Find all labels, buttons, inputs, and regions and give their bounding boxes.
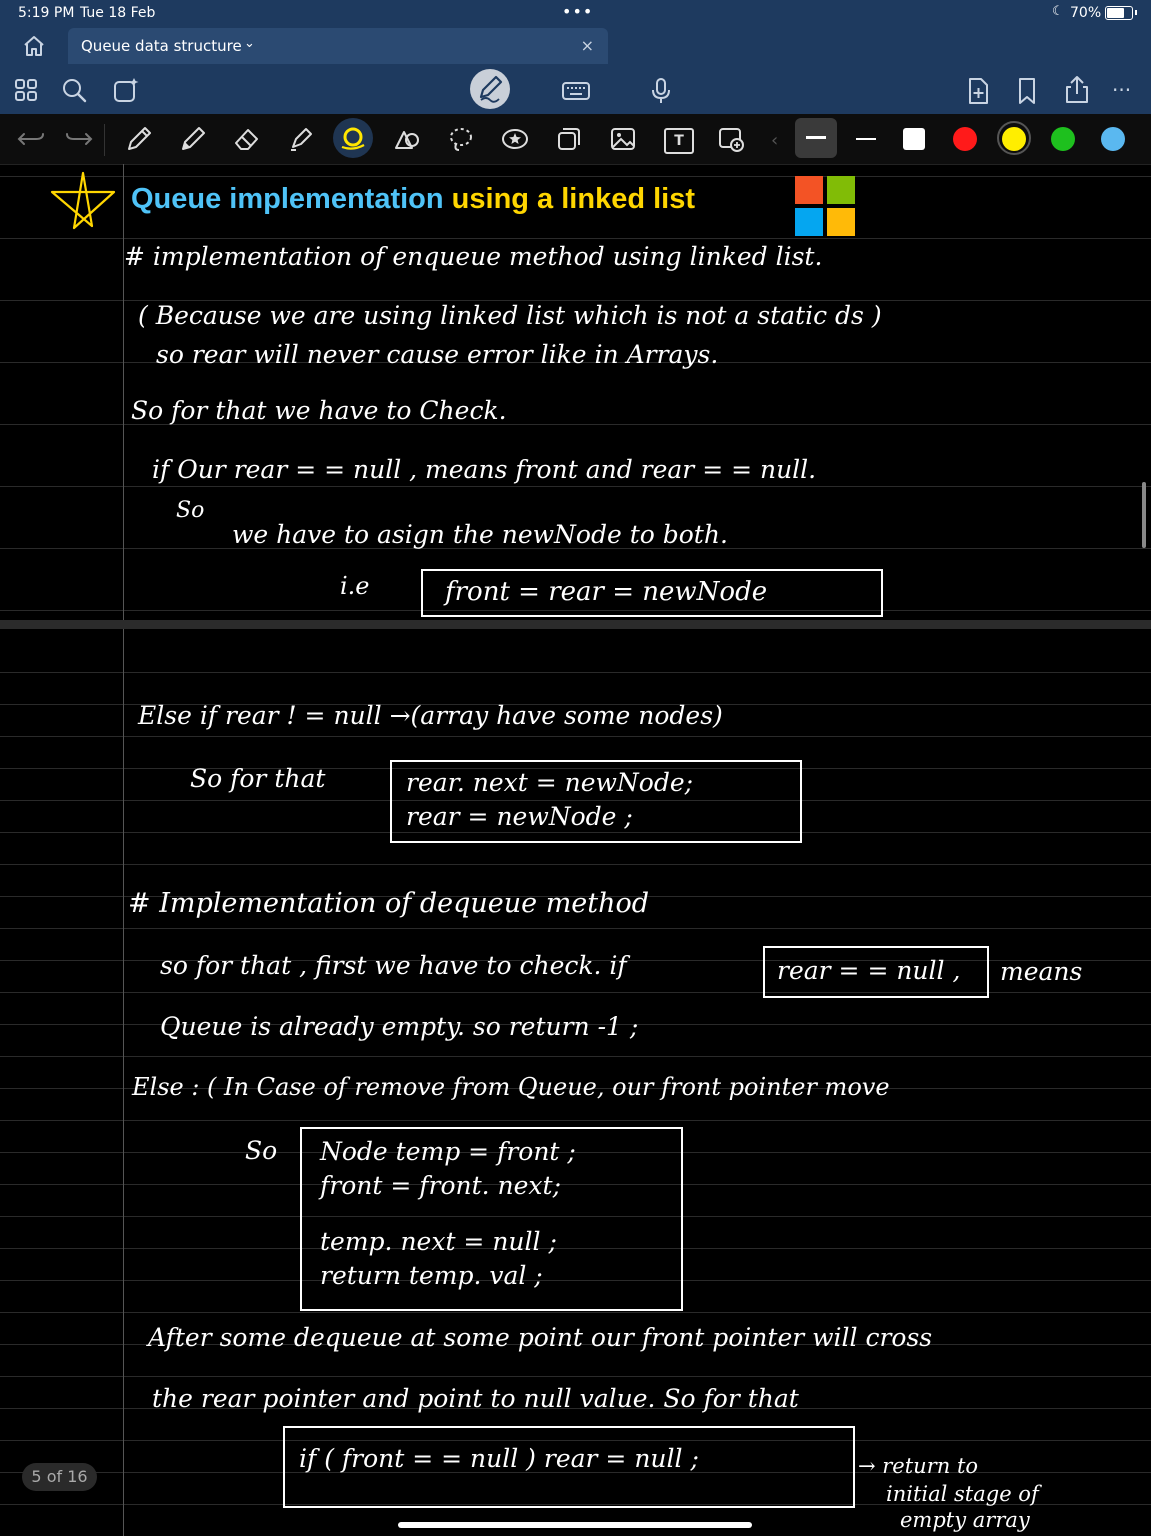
note-line: ( Because we are using linked list which is not a static ds ) bbox=[138, 301, 882, 330]
image-tool-icon[interactable] bbox=[606, 122, 640, 156]
code-line: rear. next = newNode; bbox=[406, 768, 694, 797]
note-line: i.e bbox=[340, 572, 370, 600]
color-red-swatch[interactable] bbox=[953, 127, 977, 151]
focus-moon-icon: ☾ bbox=[1052, 4, 1064, 19]
tab-queue-data-structure[interactable] bbox=[68, 28, 608, 64]
share-icon[interactable] bbox=[1062, 74, 1092, 104]
note-line: # Implementation of dequeue method bbox=[128, 888, 650, 919]
stroke-thick-button[interactable] bbox=[795, 118, 837, 158]
note-line: empty array bbox=[900, 1508, 1030, 1532]
stroke-thin-button[interactable] bbox=[856, 138, 876, 140]
search-icon[interactable] bbox=[60, 76, 90, 106]
handwriting-mode-button[interactable] bbox=[470, 69, 510, 109]
note-line: Else : ( In Case of remove from Queue, our front pointer move bbox=[132, 1073, 890, 1101]
pen-icon bbox=[470, 69, 510, 109]
microsoft-logo bbox=[795, 176, 855, 236]
home-indicator[interactable] bbox=[398, 1522, 752, 1528]
pen-tool-icon[interactable] bbox=[122, 122, 156, 156]
note-line: the rear pointer and point to null value. So for that bbox=[152, 1384, 799, 1413]
note-line: means bbox=[1000, 957, 1083, 986]
star-doodle-icon bbox=[48, 170, 118, 236]
color-blue-swatch[interactable] bbox=[1101, 127, 1125, 151]
sparkle-frame-icon[interactable] bbox=[110, 76, 140, 106]
add-page-icon[interactable] bbox=[963, 76, 993, 106]
code-line: front = front. next; bbox=[320, 1171, 562, 1200]
toolbar-divider bbox=[104, 124, 105, 156]
home-icon[interactable] bbox=[20, 34, 48, 58]
sparkle-pen-icon bbox=[333, 118, 373, 158]
note-line: After some dequeue at some point our front pointer will cross bbox=[148, 1323, 933, 1352]
code-box-enqueue-empty bbox=[421, 569, 883, 617]
camera-image-tool-icon[interactable] bbox=[714, 122, 748, 156]
note-heading bbox=[131, 183, 695, 216]
note-line: → return to bbox=[858, 1454, 979, 1478]
grid-view-icon[interactable] bbox=[12, 76, 42, 106]
note-line: So for that we have to Check. bbox=[131, 396, 507, 425]
battery-icon bbox=[1105, 6, 1133, 20]
color-green-swatch[interactable] bbox=[1051, 127, 1075, 151]
microphone-icon[interactable] bbox=[646, 76, 676, 106]
status-time: 5:19 PM bbox=[18, 5, 75, 21]
code-line: if ( front = = null ) rear = null ; bbox=[299, 1444, 699, 1473]
highlighter-tool-icon[interactable] bbox=[284, 122, 318, 156]
shapes-tool-icon[interactable] bbox=[390, 122, 424, 156]
note-line: # implementation of enqueue method using linked list. bbox=[124, 242, 823, 271]
code-box-check-empty bbox=[763, 946, 989, 998]
code-box-dequeue bbox=[300, 1127, 683, 1311]
code-box-reset-rear bbox=[283, 1426, 855, 1508]
status-date: Tue 18 Feb bbox=[80, 5, 156, 21]
chevron-down-icon[interactable]: ⌄ bbox=[244, 36, 255, 51]
note-line: So bbox=[245, 1136, 278, 1165]
status-bar bbox=[0, 0, 1151, 26]
page-separator bbox=[0, 620, 1151, 629]
chevron-left-icon[interactable]: ‹ bbox=[771, 130, 779, 151]
note-line: so for that , first we have to check. if bbox=[160, 951, 627, 980]
heading-part-yellow: using a linked list bbox=[451, 183, 695, 215]
code-line: temp. next = null ; bbox=[320, 1227, 557, 1256]
code-line: rear = = null , bbox=[777, 956, 961, 985]
note-line: so rear will never cause error like in Arrays. bbox=[156, 340, 719, 369]
vertical-scrollbar[interactable] bbox=[1142, 482, 1146, 548]
elements-tool-icon[interactable] bbox=[552, 122, 586, 156]
code-line: return temp. val ; bbox=[320, 1261, 543, 1290]
heading-part-blue: Queue implementation bbox=[131, 183, 444, 215]
lasso-tool-icon[interactable] bbox=[444, 122, 478, 156]
note-line: initial stage of bbox=[886, 1482, 1039, 1506]
pencil-tool-icon[interactable] bbox=[176, 122, 210, 156]
note-line: So for that bbox=[190, 764, 326, 793]
tab-title: Queue data structure bbox=[81, 37, 242, 55]
code-box-enqueue-else bbox=[390, 760, 802, 843]
redo-icon[interactable] bbox=[62, 122, 96, 156]
note-line: So bbox=[176, 498, 205, 523]
eraser-tool-icon[interactable] bbox=[230, 122, 264, 156]
sticker-tool-icon[interactable] bbox=[498, 122, 532, 156]
page-margin-line bbox=[123, 164, 124, 620]
multitasking-dots-icon[interactable]: ••• bbox=[562, 2, 594, 21]
code-line: rear = newNode ; bbox=[406, 802, 633, 831]
text-tool-icon[interactable]: T bbox=[664, 128, 694, 154]
color-yellow-swatch[interactable] bbox=[1002, 127, 1026, 151]
page-margin-line bbox=[123, 629, 124, 1536]
bookmark-icon[interactable] bbox=[1012, 76, 1042, 106]
keyboard-icon[interactable] bbox=[560, 76, 592, 106]
note-line: we have to asign the newNode to both. bbox=[232, 520, 728, 549]
lasso-ai-tool-button[interactable] bbox=[333, 118, 373, 158]
note-line: Queue is already empty. so return -1 ; bbox=[160, 1012, 639, 1041]
code-line: Node temp = front ; bbox=[320, 1137, 576, 1166]
undo-icon[interactable] bbox=[14, 122, 48, 156]
thick-stroke-icon bbox=[806, 136, 826, 139]
battery-percent: 70% bbox=[1070, 5, 1102, 21]
note-line: if Our rear = = null , means front and rear = = null. bbox=[152, 455, 817, 484]
page-counter[interactable]: 5 of 16 bbox=[22, 1463, 97, 1491]
color-white-swatch[interactable] bbox=[903, 128, 925, 150]
battery-fill bbox=[1107, 8, 1124, 18]
more-options-icon[interactable]: ··· bbox=[1112, 78, 1132, 102]
close-tab-icon[interactable]: × bbox=[580, 36, 594, 55]
code-line: front = rear = newNode bbox=[445, 577, 768, 607]
note-line: Else if rear ! = null →(array have some nodes) bbox=[138, 701, 723, 730]
